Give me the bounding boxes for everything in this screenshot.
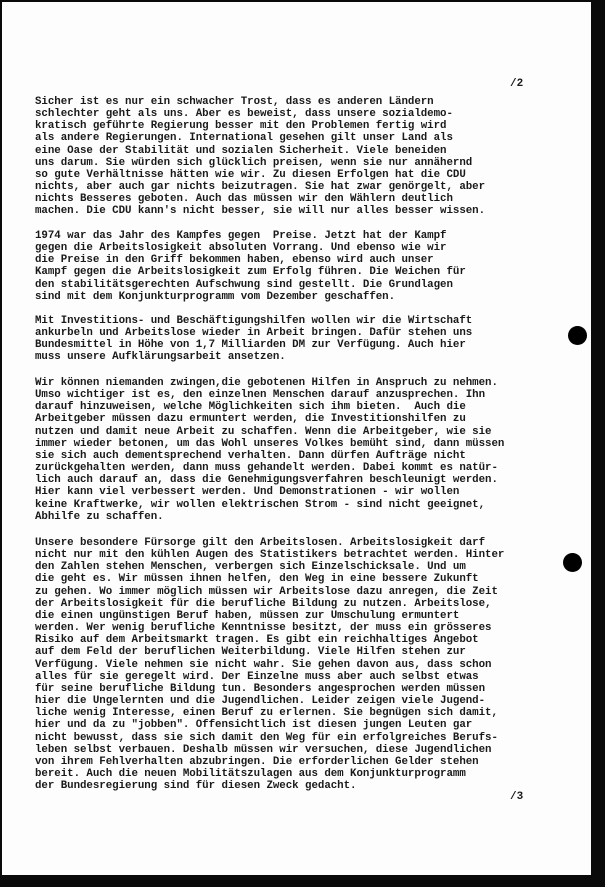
- paragraph-1: [35, 96, 485, 218]
- page-number-top: /2: [510, 78, 524, 90]
- text-line: Sicher ist es nur ein schwacher Trost, dass es anderen Ländern: [35, 96, 434, 108]
- text-line: für seine berufliche Bildung tun. Besonders angesprochen werden müssen: [35, 682, 486, 695]
- text-line: nicht bewusst, dass sie sich damit den Weg für ein erfolgreiches Berufs-: [35, 731, 498, 744]
- text-line: alles für sie geregelt wird. Der Einzelne muss aber auch selbst etwas: [35, 670, 479, 683]
- text-line: von ihrem Fehlverhalten abzubringen. Die erforderlichen Gelder stehen: [35, 755, 479, 768]
- text-line: zurückgehalten werden, dann muss gehandelt werden. Dabei kommt es natür-: [35, 462, 498, 475]
- text-line: lich auch darauf an, dass die Genehmigungsverfahren beschleunigt werden.: [35, 474, 498, 487]
- text-line: den Zahlen stehen Menschen, verbergen sich Einzelschicksale. Und um: [35, 561, 466, 574]
- text-line: hier und da zu "jobben". Offensichtlich ist diesen jungen Leuten gar: [35, 719, 473, 732]
- text-line: so gute Verhältnisse hätten wie wir. Zu diesen Erfolgen hat die CDU: [35, 168, 466, 181]
- text-line: die einen ungünstigen Beruf haben, müssen zur Umschulung ermuntert: [35, 609, 460, 622]
- text-line: eine Oase der Stabilität und sozialen Sicherheit. Viele beneiden: [35, 144, 447, 157]
- text-line: als andere Regierungen. International gesehen gilt unser Land als: [35, 132, 453, 145]
- text-line: gegen die Arbeitslosigkeit absoluten Vorrang. Und ebenso wie wir: [35, 242, 447, 255]
- text-line: uns darum. Sie würden sich glücklich preisen, wenn sie nur annähernd: [35, 156, 473, 169]
- text-line: leben selbst verbauen. Deshalb müssen wir versuchen, diese Jugendlichen: [35, 743, 492, 756]
- page-number-bottom: /3: [510, 791, 524, 803]
- text-line: die geht es. Wir müssen ihnen helfen, den Weg in eine bessere Zukunft: [35, 573, 479, 586]
- text-line: kratisch geführte Regierung besser mit den Problemen fertig wird: [35, 120, 447, 133]
- paragraph-2: [35, 230, 466, 303]
- text-line: werden. Wer wenig berufliche Kenntnisse besitzt, der muss ein grösseres: [35, 622, 492, 635]
- text-line: Hier kann viel verbessert werden. Und Demonstrationen - wir wollen: [35, 486, 460, 499]
- text-line: sind mit dem Konjunkturprogramm vom Dezember geschaffen.: [35, 290, 396, 303]
- text-line: nicht nur mit den kühlen Augen des Statistikers betrachtet werden. Hinter: [35, 549, 505, 562]
- text-line: sie sich auch dementsprechend verhalten. Dann dürfen Aufträge nicht: [35, 449, 466, 462]
- text-line: der Bundesregierung sind für diesen Zweck gedacht.: [35, 780, 357, 793]
- text-line: die Preise in den Griff bekommen haben, ebenso wird auch unser: [35, 254, 434, 267]
- text-line: Umso wichtiger ist es, den einzelnen Menschen darauf anzusprechen. Ihn: [35, 389, 486, 402]
- punch-hole: [563, 553, 582, 572]
- text-line: zu gehen. Wo immer möglich müssen wir Arbeitslose dazu anregen, die Zeit: [35, 585, 498, 598]
- text-line: der Arbeitslosigkeit für die berufliche Bildung zu nutzen. Arbeitslose,: [35, 597, 492, 610]
- punch-hole: [568, 326, 587, 345]
- text-line: nichts, aber auch gar nichts beizutragen. Sie hat zwar genörgelt, aber: [35, 181, 486, 194]
- text-line: den stabilitätsgerechten Aufschwung sind gestellt. Die Grundlagen: [35, 278, 453, 291]
- text-line: Abhilfe zu schaffen.: [35, 510, 164, 523]
- text-line: Risiko auf dem Arbeitsmarkt tragen. Es gibt ein reichhaltiges Angebot: [35, 634, 479, 647]
- text-line: hier die Ungelernten und die Jugendlichen. Leider zeigen viele Jugend-: [35, 695, 486, 708]
- text-line: auf dem Feld der beruflichen Weiterbildung. Viele Hilfen stehen zur: [35, 646, 466, 659]
- text-line: machen. Die CDU kann's nicht besser, sie will nur alles besser wissen.: [35, 205, 486, 218]
- text-line: schlechter geht als uns. Aber es beweist, dass unsere sozialdemo-: [35, 108, 453, 121]
- text-line: bereit. Auch die neuen Mobilitätszulagen aus dem Konjunkturprogramm: [35, 767, 466, 780]
- document-page: [2, 2, 591, 875]
- text-line: liche wenig Interesse, einen Beruf zu erlernen. Sie begnügen sich damit,: [35, 707, 498, 720]
- text-line: Arbeitgeber müssen dazu ermuntert werden, die Investitionshilfen zu: [35, 413, 466, 426]
- text-line: muss unsere Aufklärungsarbeit ansetzen.: [35, 351, 286, 364]
- paragraph-3: [35, 315, 472, 364]
- text-line: Wir können niemanden zwingen,die gebotenen Hilfen in Anspruch zu nehmen.: [35, 377, 498, 389]
- paragraph-4: [35, 377, 504, 523]
- text-line: Kampf gegen die Arbeitslosigkeit zum Erfolg führen. Die Weichen für: [35, 266, 466, 279]
- text-line: Verfügung. Viele nehmen sie nicht wahr. Sie gehen davon aus, dass schon: [35, 658, 492, 671]
- text-line: ankurbeln und Arbeitslose wieder in Arbeit bringen. Dafür stehen uns: [35, 327, 473, 340]
- text-line: immer wieder betonen, um das Wohl unseres Volkes bemüht sind, dann müssen: [35, 437, 505, 450]
- text-line: Bundesmittel in Höhe von 1,7 Milliarden DM zur Verfügung. Auch hier: [35, 339, 466, 352]
- text-line: keine Kraftwerke, wir wollen elektrischen Strom - sind nicht geeignet,: [35, 498, 486, 511]
- text-line: nichts Besseres geboten. Auch das müssen wir den Wählern deutlich: [35, 193, 453, 206]
- text-line: darauf hinzuweisen, welche Möglichkeiten sich ihm bieten. Auch die: [35, 401, 466, 414]
- paragraph-5: [35, 537, 504, 792]
- text-line: Mit Investitions- und Beschäftigungshilfen wollen wir die Wirtschaft: [35, 315, 473, 327]
- text-line: Unsere besondere Fürsorge gilt den Arbeitslosen. Arbeitslosigkeit darf: [35, 537, 486, 549]
- text-line: nutzen und damit neue Arbeit zu schaffen. Wenn die Arbeitgeber, wie sie: [35, 425, 492, 438]
- text-line: 1974 war das Jahr des Kampfes gegen Preise. Jetzt hat der Kampf: [35, 230, 447, 242]
